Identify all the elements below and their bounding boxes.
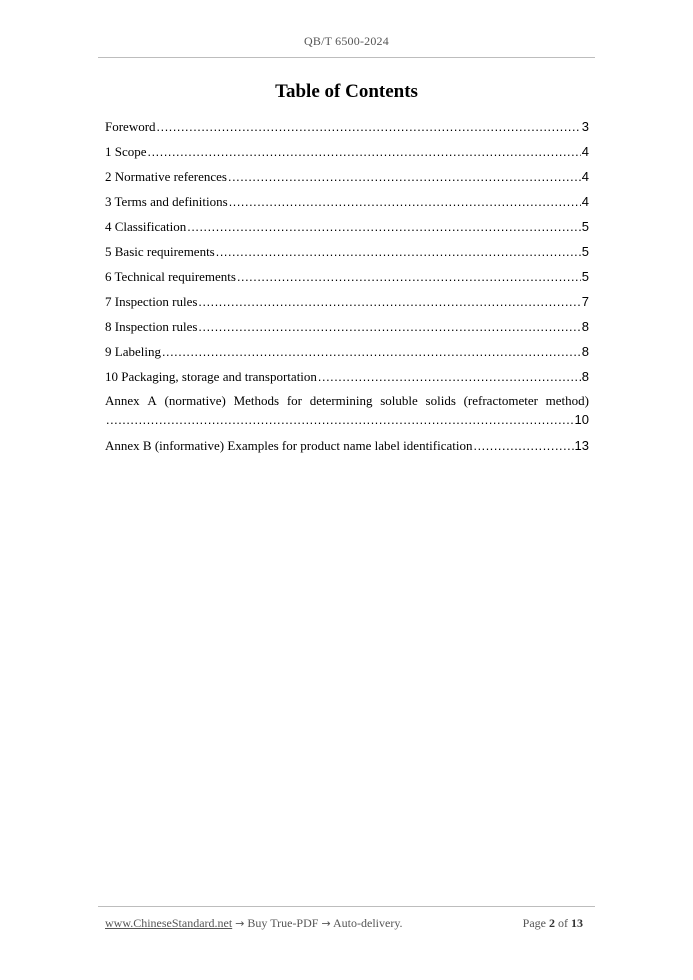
auto-delivery-text: Auto-delivery. bbox=[333, 916, 403, 930]
toc-entry-word: (refractometer bbox=[463, 393, 538, 408]
page-current: 2 bbox=[549, 916, 555, 930]
toc-entry-inspection-rules-8[interactable] bbox=[105, 316, 589, 341]
toc-page-number: 4 bbox=[581, 169, 589, 184]
toc-page-number: 5 bbox=[581, 219, 589, 234]
toc-entry-word: soluble bbox=[380, 393, 418, 408]
toc-page-number: 8 bbox=[581, 319, 589, 334]
toc-entry-title: 1 Scope bbox=[105, 144, 147, 159]
toc-entry-normative-references[interactable] bbox=[105, 166, 589, 191]
toc-entry-title: 4 Classification bbox=[105, 219, 187, 234]
toc-entry-title bbox=[105, 392, 589, 410]
dot-leader bbox=[216, 242, 581, 262]
page-label: Page bbox=[522, 916, 546, 930]
dot-leader bbox=[106, 410, 574, 430]
arrow-right-icon: → bbox=[321, 917, 331, 930]
toc-entry-annex-b[interactable] bbox=[105, 435, 589, 460]
arrow-right-icon: → bbox=[235, 917, 245, 930]
toc-entry-scope[interactable] bbox=[105, 141, 589, 166]
dot-leader bbox=[474, 436, 574, 456]
dot-leader bbox=[162, 342, 581, 362]
toc-page-number: 8 bbox=[581, 369, 589, 384]
site-link[interactable]: www.ChineseStandard.net bbox=[105, 916, 233, 930]
toc-entry-labeling[interactable] bbox=[105, 341, 589, 366]
toc-page-number: 4 bbox=[581, 194, 589, 209]
footer-promo bbox=[105, 916, 403, 931]
toc-entry-title: 3 Terms and definitions bbox=[105, 194, 228, 209]
toc-page-number: 5 bbox=[581, 244, 589, 259]
dot-leader bbox=[187, 217, 581, 237]
dot-leader bbox=[198, 317, 580, 337]
toc-entry-word: method) bbox=[545, 393, 589, 408]
toc-page-number: 7 bbox=[581, 294, 589, 309]
toc-entry-basic-requirements[interactable] bbox=[105, 241, 589, 266]
dot-leader bbox=[318, 367, 581, 387]
toc-page-number: 13 bbox=[574, 438, 589, 453]
toc-entry-word: Annex bbox=[105, 393, 140, 408]
toc-entry-word: Methods bbox=[233, 393, 280, 408]
toc-entry-title: 5 Basic requirements bbox=[105, 244, 215, 259]
toc-entry-inspection-rules-7[interactable] bbox=[105, 291, 589, 316]
toc-entry-foreword[interactable] bbox=[105, 116, 589, 141]
dot-leader bbox=[198, 292, 580, 312]
dot-leader bbox=[229, 192, 581, 212]
page-footer bbox=[105, 916, 583, 931]
toc-page-number: 4 bbox=[581, 144, 589, 159]
page-indicator bbox=[523, 916, 583, 931]
toc-entry-terms-definitions[interactable] bbox=[105, 191, 589, 216]
toc-entry-title: 2 Normative references bbox=[105, 169, 227, 184]
toc-entry-word: for bbox=[286, 393, 302, 408]
toc-entry-title: Foreword bbox=[105, 119, 156, 134]
toc-entry-word: solids bbox=[425, 393, 456, 408]
dot-leader bbox=[237, 267, 581, 287]
running-header: QB/T 6500-2024 bbox=[304, 34, 389, 48]
toc-entry-word: A bbox=[147, 393, 157, 408]
toc-entry-annex-a[interactable] bbox=[105, 391, 589, 435]
dot-leader bbox=[228, 167, 581, 187]
toc-page-number: 5 bbox=[581, 269, 589, 284]
toc-entry-title: Annex B (informative) Examples for product name label identification bbox=[105, 438, 473, 453]
buy-pdf-text: Buy True-PDF bbox=[247, 916, 319, 930]
toc-entry-technical-requirements[interactable] bbox=[105, 266, 589, 291]
toc-entry-title: 10 Packaging, storage and transportation bbox=[105, 369, 317, 384]
header-divider bbox=[98, 57, 595, 58]
toc-entry-word: determining bbox=[309, 393, 373, 408]
footer-divider bbox=[98, 906, 595, 907]
toc-entry-packaging[interactable] bbox=[105, 366, 589, 391]
toc-entry-title: 6 Technical requirements bbox=[105, 269, 236, 284]
dot-leader bbox=[148, 142, 581, 162]
table-of-contents bbox=[105, 116, 589, 460]
page-total: 13 bbox=[571, 916, 583, 930]
toc-entry-title: 7 Inspection rules bbox=[105, 294, 198, 309]
page-of: of bbox=[558, 916, 568, 930]
toc-entry-title: 9 Labeling bbox=[105, 344, 161, 359]
toc-entry-classification[interactable] bbox=[105, 216, 589, 241]
toc-entry-word: (normative) bbox=[164, 393, 226, 408]
toc-page-number: 10 bbox=[574, 412, 589, 427]
toc-entry-title: 8 Inspection rules bbox=[105, 319, 198, 334]
toc-page-number: 8 bbox=[581, 344, 589, 359]
toc-page-number: 3 bbox=[581, 119, 589, 134]
page-title: Table of Contents bbox=[275, 81, 418, 102]
dot-leader bbox=[157, 117, 581, 137]
